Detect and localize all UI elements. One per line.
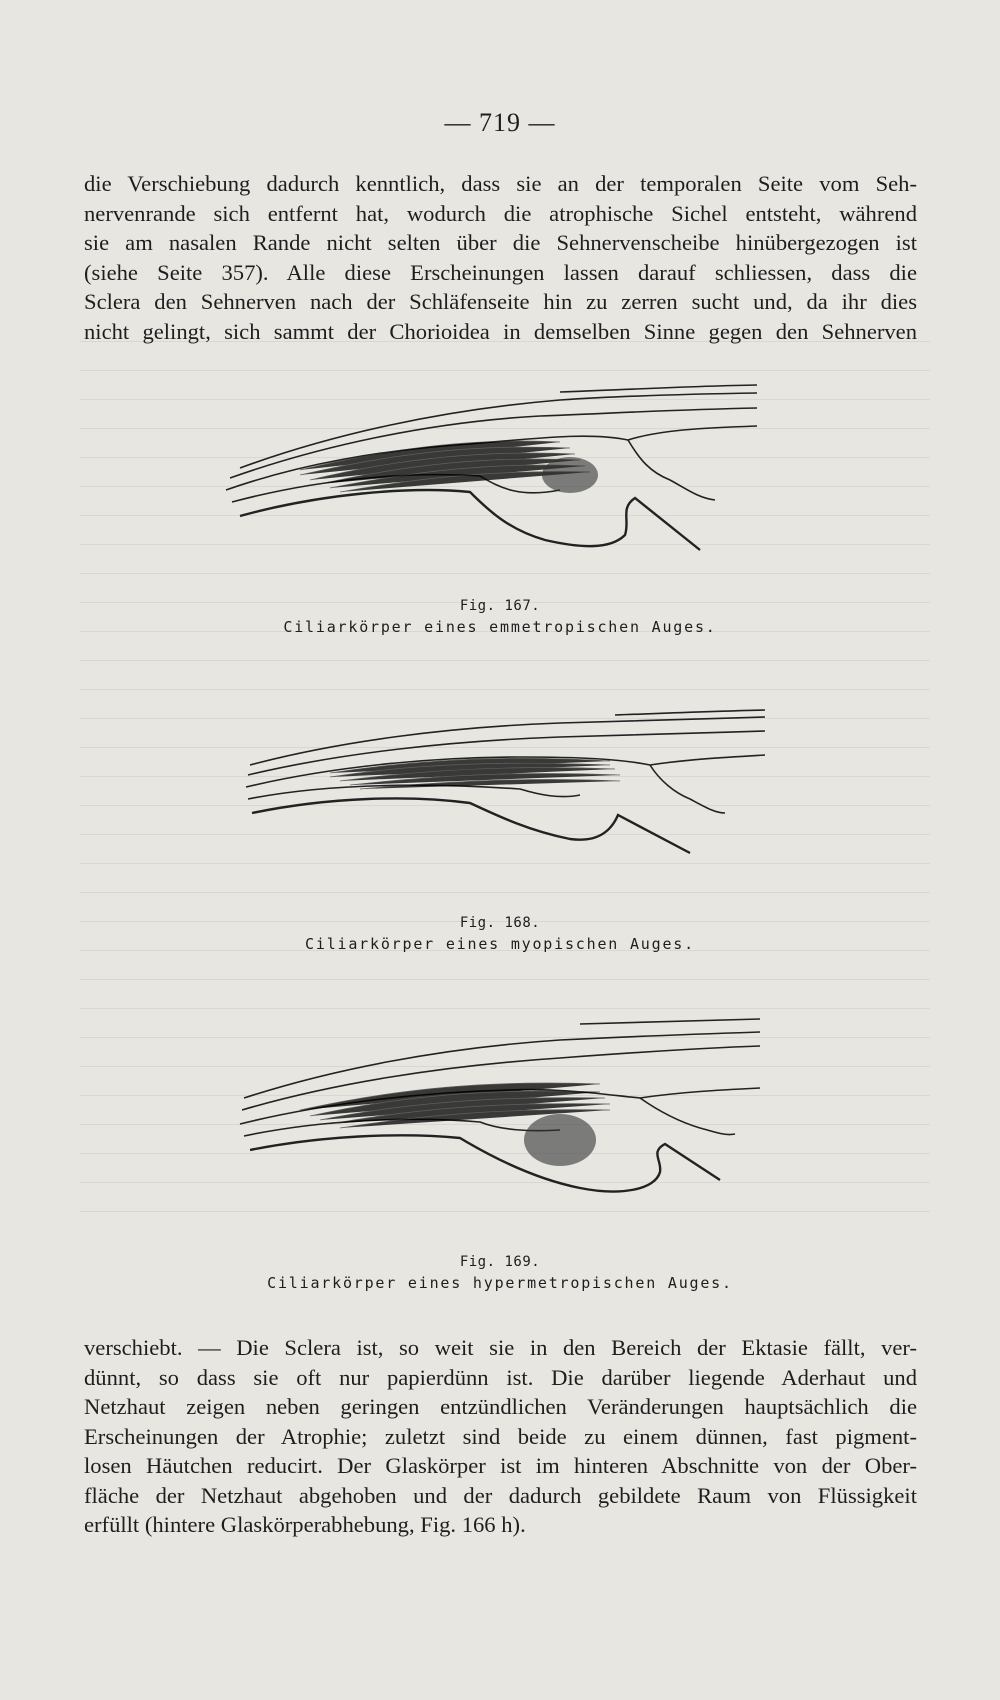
text-line: nervenrande sich entfernt hat, wodurch die atrophische Sichel entsteht, während xyxy=(84,200,917,226)
text-line: Erscheinungen der Atrophie; zuletzt sind beide zu einem dünnen, fast pigment- xyxy=(84,1423,917,1449)
ciliary-body-illustration-myopic xyxy=(0,703,1000,903)
page-number: — 719 — xyxy=(444,108,556,137)
text-line: Sclera den Sehnerven nach der Schläfenseite hin zu zerren sucht und, da ihr dies xyxy=(84,289,917,314)
text-line: nicht gelingt, sich sammt der Chorioidea in demselben Sinne gegen den Sehnerven xyxy=(84,318,917,344)
text-line: fläche der Netzhaut abgehoben und der dadurch gebildete Raum von Flüssigkeit xyxy=(84,1482,917,1508)
text-line: erfüllt (hintere Glaskörperabhebung, Fig. 166 h). xyxy=(84,1512,526,1537)
ciliary-body-illustration-emmetropic xyxy=(0,380,1000,580)
figure-caption: Ciliarkörper eines hypermetropischen Auges. xyxy=(267,1274,733,1292)
paragraph-1 xyxy=(84,169,917,346)
figure-caption: Ciliarkörper eines myopischen Auges. xyxy=(305,935,695,953)
figure-number: Fig. 167. xyxy=(459,598,541,614)
text-line: (siehe Seite 357). Alle diese Erscheinungen lassen darauf schliessen, dass die xyxy=(84,259,917,285)
figure-caption: Ciliarkörper eines emmetropischen Auges. xyxy=(283,618,717,636)
text-line: verschiebt. — Die Sclera ist, so weit sie in den Bereich der Ektasie fällt, ver- xyxy=(84,1335,917,1360)
text-line: dünnt, so dass sie oft nur papierdünn ist. Die darüber liegende Aderhaut und xyxy=(84,1364,917,1390)
paragraph-2 xyxy=(84,1333,917,1540)
figure-number: Fig. 168. xyxy=(459,915,541,931)
text-line: die Verschiebung dadurch kenntlich, dass sie an der temporalen Seite vom Seh- xyxy=(84,171,917,196)
ciliary-body-illustration-hypermetropic xyxy=(0,1012,1000,1252)
text-line: sie am nasalen Rande nicht selten über die Sehnervenscheibe hinübergezogen ist xyxy=(84,230,917,255)
text-line: Netzhaut zeigen neben geringen entzündlichen Veränderungen hauptsächlich die xyxy=(84,1394,917,1419)
text-line: losen Häutchen reducirt. Der Glaskörper ist im hinteren Abschnitte von der Ober- xyxy=(84,1453,917,1478)
figure-number: Fig. 169. xyxy=(459,1254,541,1270)
